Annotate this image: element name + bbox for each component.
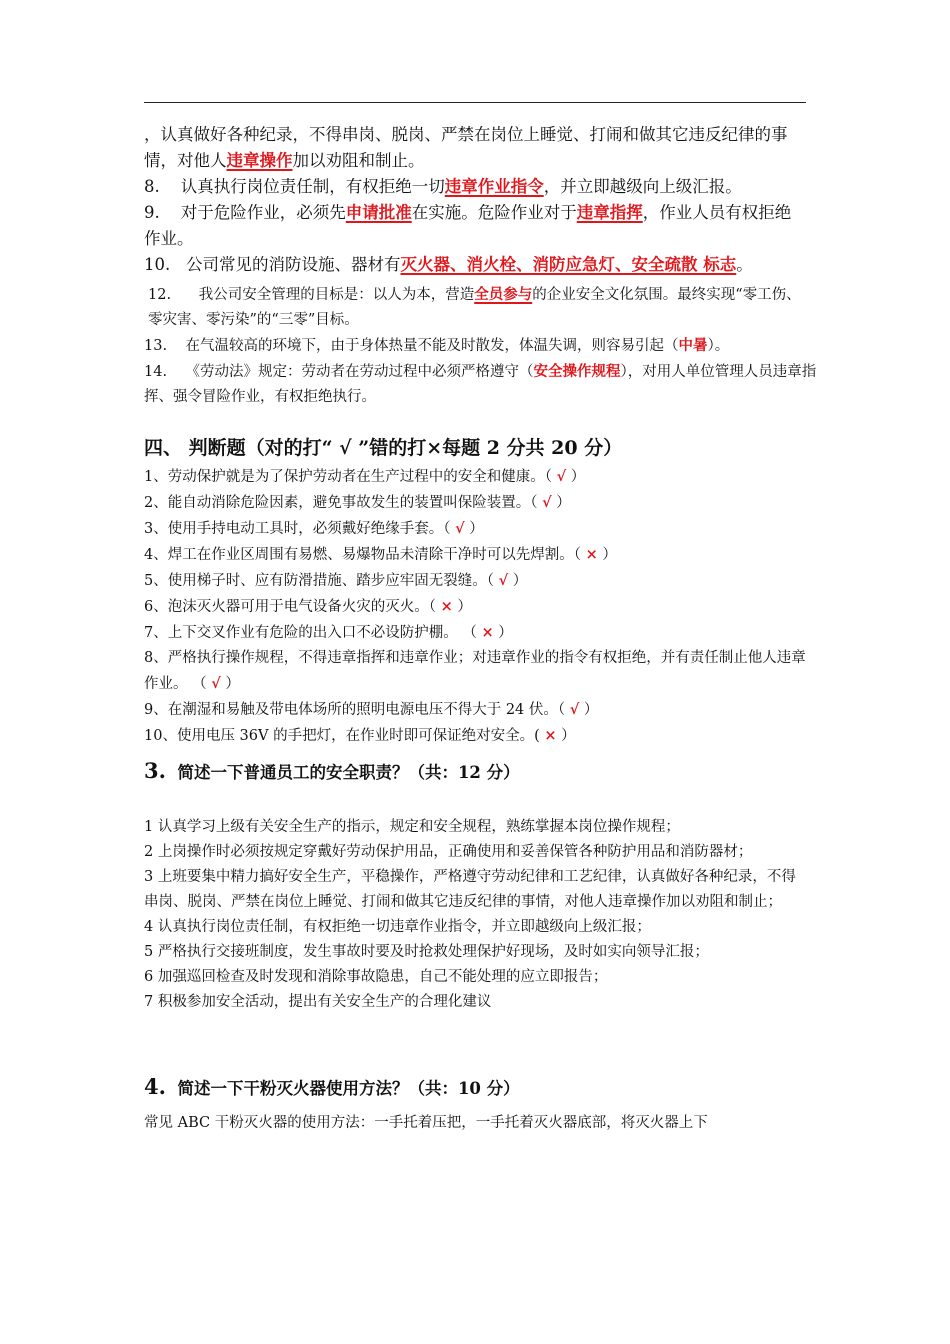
answer-mark: √ bbox=[498, 572, 509, 589]
question-4-title: 4. 简述一下干粉灭火器使用方法？（共：10 分） bbox=[144, 1074, 520, 1099]
fill-item-10: 10. 公司常见的消防设施、器材有灭火器、消火栓、消防应急灯、安全疏散 标志。 bbox=[144, 255, 753, 274]
answer-line: 1 认真学习上级有关安全生产的指示，规定和安全规程，熟练掌握本岗位操作规程； bbox=[144, 819, 680, 835]
judge-item: 5、使用梯子时、应有防滑措施、踏步应牢固无裂缝。（ √ ） bbox=[144, 572, 528, 589]
answer-blank: 申请批准 bbox=[345, 203, 412, 222]
answer-mark: × bbox=[440, 598, 453, 615]
answer-line: 4 认真执行岗位责任制，有权拒绝一切违章作业指令，并立即越级向上级汇报； bbox=[144, 919, 651, 935]
answer-mark: √ bbox=[455, 520, 465, 537]
answer-line: 6 加强巡回检查及时发现和消除事故隐患，自己不能处理的应立即报告； bbox=[144, 969, 608, 985]
judge-item: 3、使用手持电动工具时，必须戴好绝缘手套。（ √ ） bbox=[144, 520, 484, 537]
answer-blank: 违章作业指令 bbox=[444, 177, 544, 196]
fill-item-9: 9. 对于危险作业，必须先申请批准在实施。危险作业对于违章指挥，作业人员有权拒绝作业。 bbox=[144, 203, 792, 248]
judge-item: 2、能自动消除危险因素，避免事故发生的装置叫保险装置。（ √ ） bbox=[144, 494, 571, 511]
answer-mark: √ bbox=[569, 701, 580, 718]
judge-item: 1、劳动保护就是为了保护劳动者在生产过程中的安全和健康。（ √ ） bbox=[144, 468, 586, 485]
answer-line: 7 积极参加安全活动，提出有关安全生产的合理化建议 bbox=[144, 994, 492, 1010]
section-title-judgement: 四、 判断题（对的打“ √ ”错的打×每题 2 分共 20 分） bbox=[144, 437, 623, 459]
answer-mark: × bbox=[481, 624, 494, 641]
fill-item-8: 8. 认真执行岗位责任制，有权拒绝一切违章作业指令，并立即越级向上级汇报。 bbox=[144, 177, 742, 196]
question-4-answer: 常见 ABC 干粉灭火器的使用方法：一手托着压把，一手托着灭火器底部，将灭火器上下 bbox=[144, 1115, 708, 1131]
answer-blank: 全员参与 bbox=[474, 286, 533, 303]
answer-text: 安全操作规程 bbox=[533, 363, 621, 380]
answer-line: 3 上班要集中精力搞好安全生产，平稳操作，严格遵守劳动纪律和工艺纪律，认真做好各种纪录，不得串岗、脱岗、严禁在岗位上睡觉、打闹和做其它违反纪律的事情，对他人违章操作加以劝阻和制止； bbox=[144, 869, 796, 910]
question-3-answer bbox=[144, 815, 806, 1015]
judge-item: 6、泡沫灭火器可用于电气设备火灾的灭火。（ × ） bbox=[144, 598, 472, 615]
answer-blank: 违章操作 bbox=[226, 151, 293, 170]
content bbox=[144, 122, 816, 1136]
answer-mark: × bbox=[585, 546, 598, 563]
question-3-title: 3. 简述一下普通员工的安全职责？（共：12 分） bbox=[144, 758, 520, 783]
answer-line: 5 严格执行交接班制度，发生事故时要及时抢救处理保护好现场，及时如实向领导汇报； bbox=[144, 944, 709, 960]
answer-mark: × bbox=[544, 727, 557, 744]
header-rule bbox=[144, 102, 806, 103]
judge-item: 10、使用电压 36V 的手把灯，在作业时即可保证绝对安全。( × ） bbox=[144, 727, 576, 744]
answer-mark: √ bbox=[211, 675, 221, 692]
judge-item: 4、焊工在作业区周围有易燃、易爆物品未清除干净时可以先焊割。（ × ） bbox=[144, 546, 617, 563]
judge-item: 9、在潮湿和易触及带电体场所的照明电源电压不得大于 24 伏。（ √ ） bbox=[144, 701, 599, 718]
judge-list bbox=[144, 464, 806, 749]
answer-mark: √ bbox=[542, 494, 552, 511]
fill-item-12: 12. 我公司安全管理的目标是：以人为本，营造全员参与的企业安全文化氛围。最终实现“零工伤、零灾害、零污染”的“三零”目标。 bbox=[148, 286, 801, 328]
fill-item-13: 13. 在气温较高的环境下，由于身体热量不能及时散发，体温失调，则容易引起（中暑）。 bbox=[144, 337, 730, 354]
answer-line: 2 上岗操作时必须按规定穿戴好劳动保护用品，正确使用和妥善保管各种防护用品和消防器材； bbox=[144, 844, 753, 860]
answer-blank: 违章指挥 bbox=[576, 203, 643, 222]
answer-blank: 灭火器、消火栓、消防应急灯、安全疏散 标志 bbox=[400, 255, 737, 274]
fill-item-14: 14. 《劳动法》规定：劳动者在劳动过程中必须严格遵守（安全操作规程），对用人单位管理人员违章指挥、强令冒险作业，有权拒绝执行。 bbox=[144, 363, 817, 405]
answer-text: 中暑 bbox=[678, 337, 708, 354]
fill-item-7: ，认真做好各种纪录，不得串岗、脱岗、严禁在岗位上睡觉、打闹和做其它违反纪律的事情，对他人违章操作加以劝阻和制止。 bbox=[144, 125, 788, 170]
judge-item: 8、严格执行操作规程，不得违章指挥和违章作业；对违章作业的指令有权拒绝，并有责任制止他人违章作业。 （ √ ） bbox=[144, 650, 806, 692]
judge-item: 7、上下交叉作业有危险的出入口不必设防护棚。 （ × ） bbox=[144, 624, 513, 641]
answer-mark: √ bbox=[556, 468, 567, 485]
